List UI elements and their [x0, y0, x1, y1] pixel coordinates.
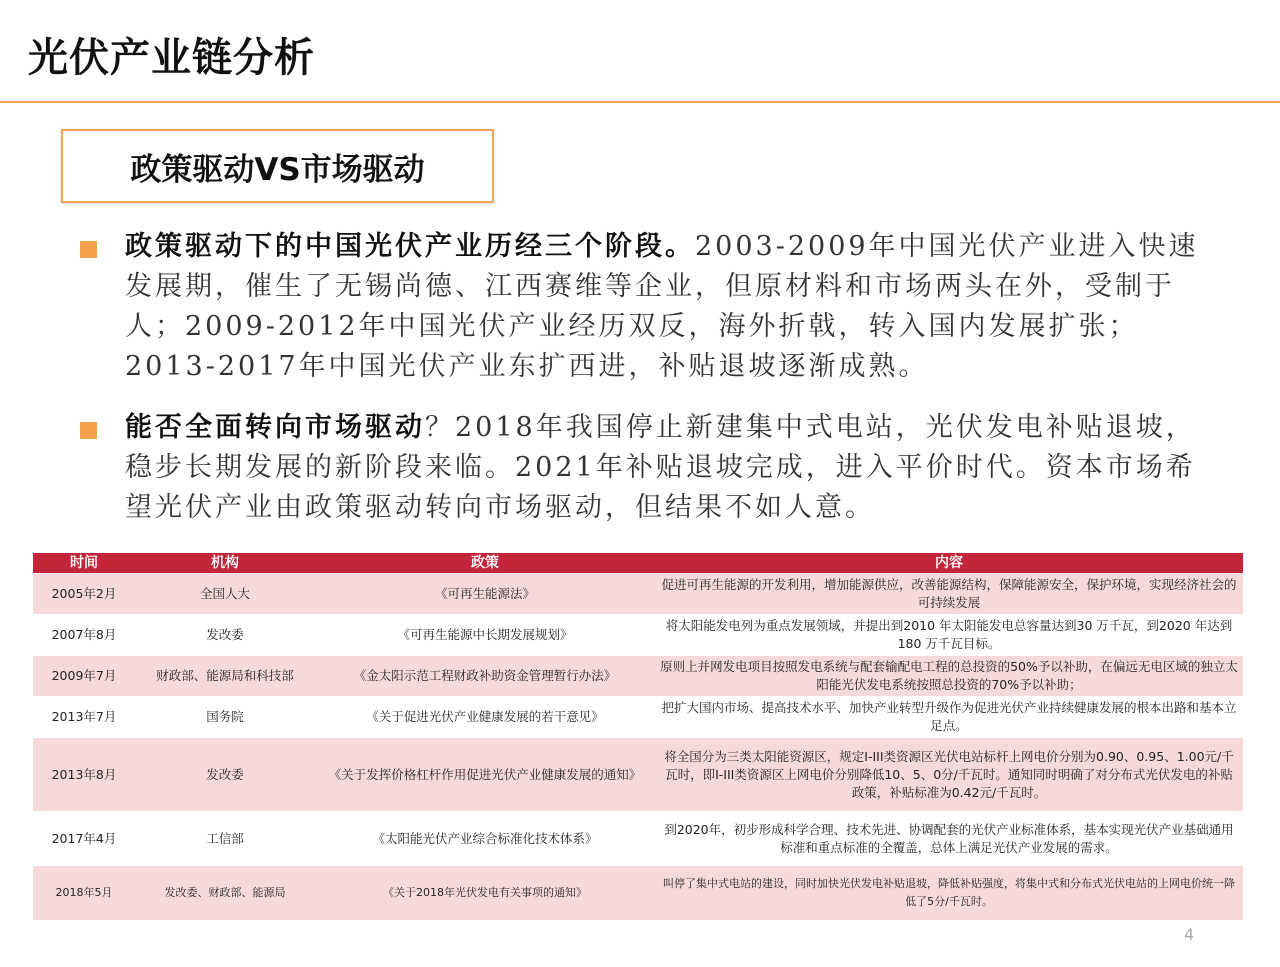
bullet-text [125, 408, 1210, 528]
cell-agency: 发改委、财政部、能源局 [135, 866, 315, 920]
table-row [33, 697, 1243, 738]
title-divider [0, 101, 1280, 103]
cell-agency: 发改委 [135, 615, 315, 656]
cell-agency: 财政部、能源局和科技部 [135, 656, 315, 697]
cell-content: 将全国分为三类太阳能资源区，规定I-III类资源区光伏电站标杆上网电价分别为0.90、0.95、1.00元/千瓦时，即I-III类资源区上网电价分别降低10、5、0分/千瓦时。通知同时明确了对分布式光伏发电的补贴政策，补贴标准为0.42元/千瓦时。 [655, 738, 1243, 812]
bullet-square-icon [80, 241, 97, 258]
cell-time: 2007年8月 [33, 615, 135, 656]
cell-content: 到2020年，初步形成科学合理、技术先进、协调配套的光伏产业标准体系，基本实现光伏产业基础通用标准和重点标准的全覆盖，总体上满足光伏产业发展的需求。 [655, 812, 1243, 866]
slide-title: 光伏产业链分析 [28, 35, 315, 81]
table-row [33, 615, 1243, 656]
cell-time: 2013年8月 [33, 738, 135, 812]
cell-policy: 《金太阳示范工程财政补助资金管理暂行办法》 [315, 656, 655, 697]
column-header-time: 时间 [33, 553, 135, 574]
bullet-body: ？2018年我国停止新建集中式电站，光伏发电补贴退坡，稳步长期发展的新阶段来临。2021年补贴退坡完成，进入平价时代。资本市场希望光伏产业由政策驱动转向市场驱动，但结果不如人意。 [125, 412, 1196, 523]
cell-agency: 全国人大 [135, 574, 315, 615]
cell-time: 2017年4月 [33, 812, 135, 866]
column-header-policy: 政策 [315, 553, 655, 574]
section-label-box [61, 129, 494, 203]
cell-time: 2018年5月 [33, 866, 135, 920]
bullet-square-icon [80, 422, 97, 439]
table-row [33, 812, 1243, 866]
table-row [33, 866, 1243, 920]
policy-table [33, 553, 1243, 920]
cell-agency: 发改委 [135, 738, 315, 812]
cell-policy: 《关于2018年光伏发电有关事项的通知》 [315, 866, 655, 920]
cell-content: 促进可再生能源的开发利用，增加能源供应，改善能源结构，保障能源安全，保护环境，实现经济社会的可持续发展 [655, 574, 1243, 615]
cell-content: 将太阳能发电列为重点发展领域，并提出到2010 年太阳能发电总容量达到30 万千瓦，到2020 年达到180 万千瓦目标。 [655, 615, 1243, 656]
bullet-lead: 政策驱动下的中国光伏产业历经三个阶段。 [125, 231, 695, 262]
bullet-text [125, 227, 1210, 387]
cell-content: 把扩大国内市场、提高技术水平、加快产业转型升级作为促进光伏产业持续健康发展的根本出路和基本立足点。 [655, 697, 1243, 738]
bullet-item [80, 227, 1230, 387]
cell-policy: 《可再生能源中长期发展规划》 [315, 615, 655, 656]
cell-content: 叫停了集中式电站的建设，同时加快光伏发电补贴退坡，降低补贴强度，将集中式和分布式光伏电站的上网电价统一降低了5分/千瓦时。 [655, 866, 1243, 920]
cell-policy: 《关于发挥价格杠杆作用促进光伏产业健康发展的通知》 [315, 738, 655, 812]
cell-policy: 《可再生能源法》 [315, 574, 655, 615]
cell-time: 2005年2月 [33, 574, 135, 615]
bullet-body: 2003-2009年中国光伏产业进入快速发展期，催生了无锡尚德、江西赛维等企业，但原材料和市场两头在外，受制于人；2009-2012年中国光伏产业经历双反，海外折戟，转入国内发展扩张；2013-2017年中国光伏产业东扩西进，补贴退坡逐渐成熟。 [125, 231, 1199, 382]
cell-time: 2009年7月 [33, 656, 135, 697]
table-row [33, 574, 1243, 615]
cell-policy: 《关于促进光伏产业健康发展的若干意见》 [315, 697, 655, 738]
cell-policy: 《太阳能光伏产业综合标准化技术体系》 [315, 812, 655, 866]
bullet-lead: 能否全面转向市场驱动 [125, 412, 425, 443]
page-number: 4 [1184, 925, 1195, 944]
column-header-content: 内容 [655, 553, 1243, 574]
column-header-agency: 机构 [135, 553, 315, 574]
bullet-item [80, 408, 1230, 528]
table-header-row [33, 553, 1243, 574]
cell-content: 原则上并网发电项目按照发电系统与配套输配电工程的总投资的50%予以补助，在偏远无电区域的独立太阳能光伏发电系统按照总投资的70%予以补助； [655, 656, 1243, 697]
table-row [33, 738, 1243, 812]
table-row [33, 656, 1243, 697]
cell-time: 2013年7月 [33, 697, 135, 738]
section-label: 政策驱动VS市场驱动 [130, 151, 425, 188]
cell-agency: 工信部 [135, 812, 315, 866]
cell-agency: 国务院 [135, 697, 315, 738]
